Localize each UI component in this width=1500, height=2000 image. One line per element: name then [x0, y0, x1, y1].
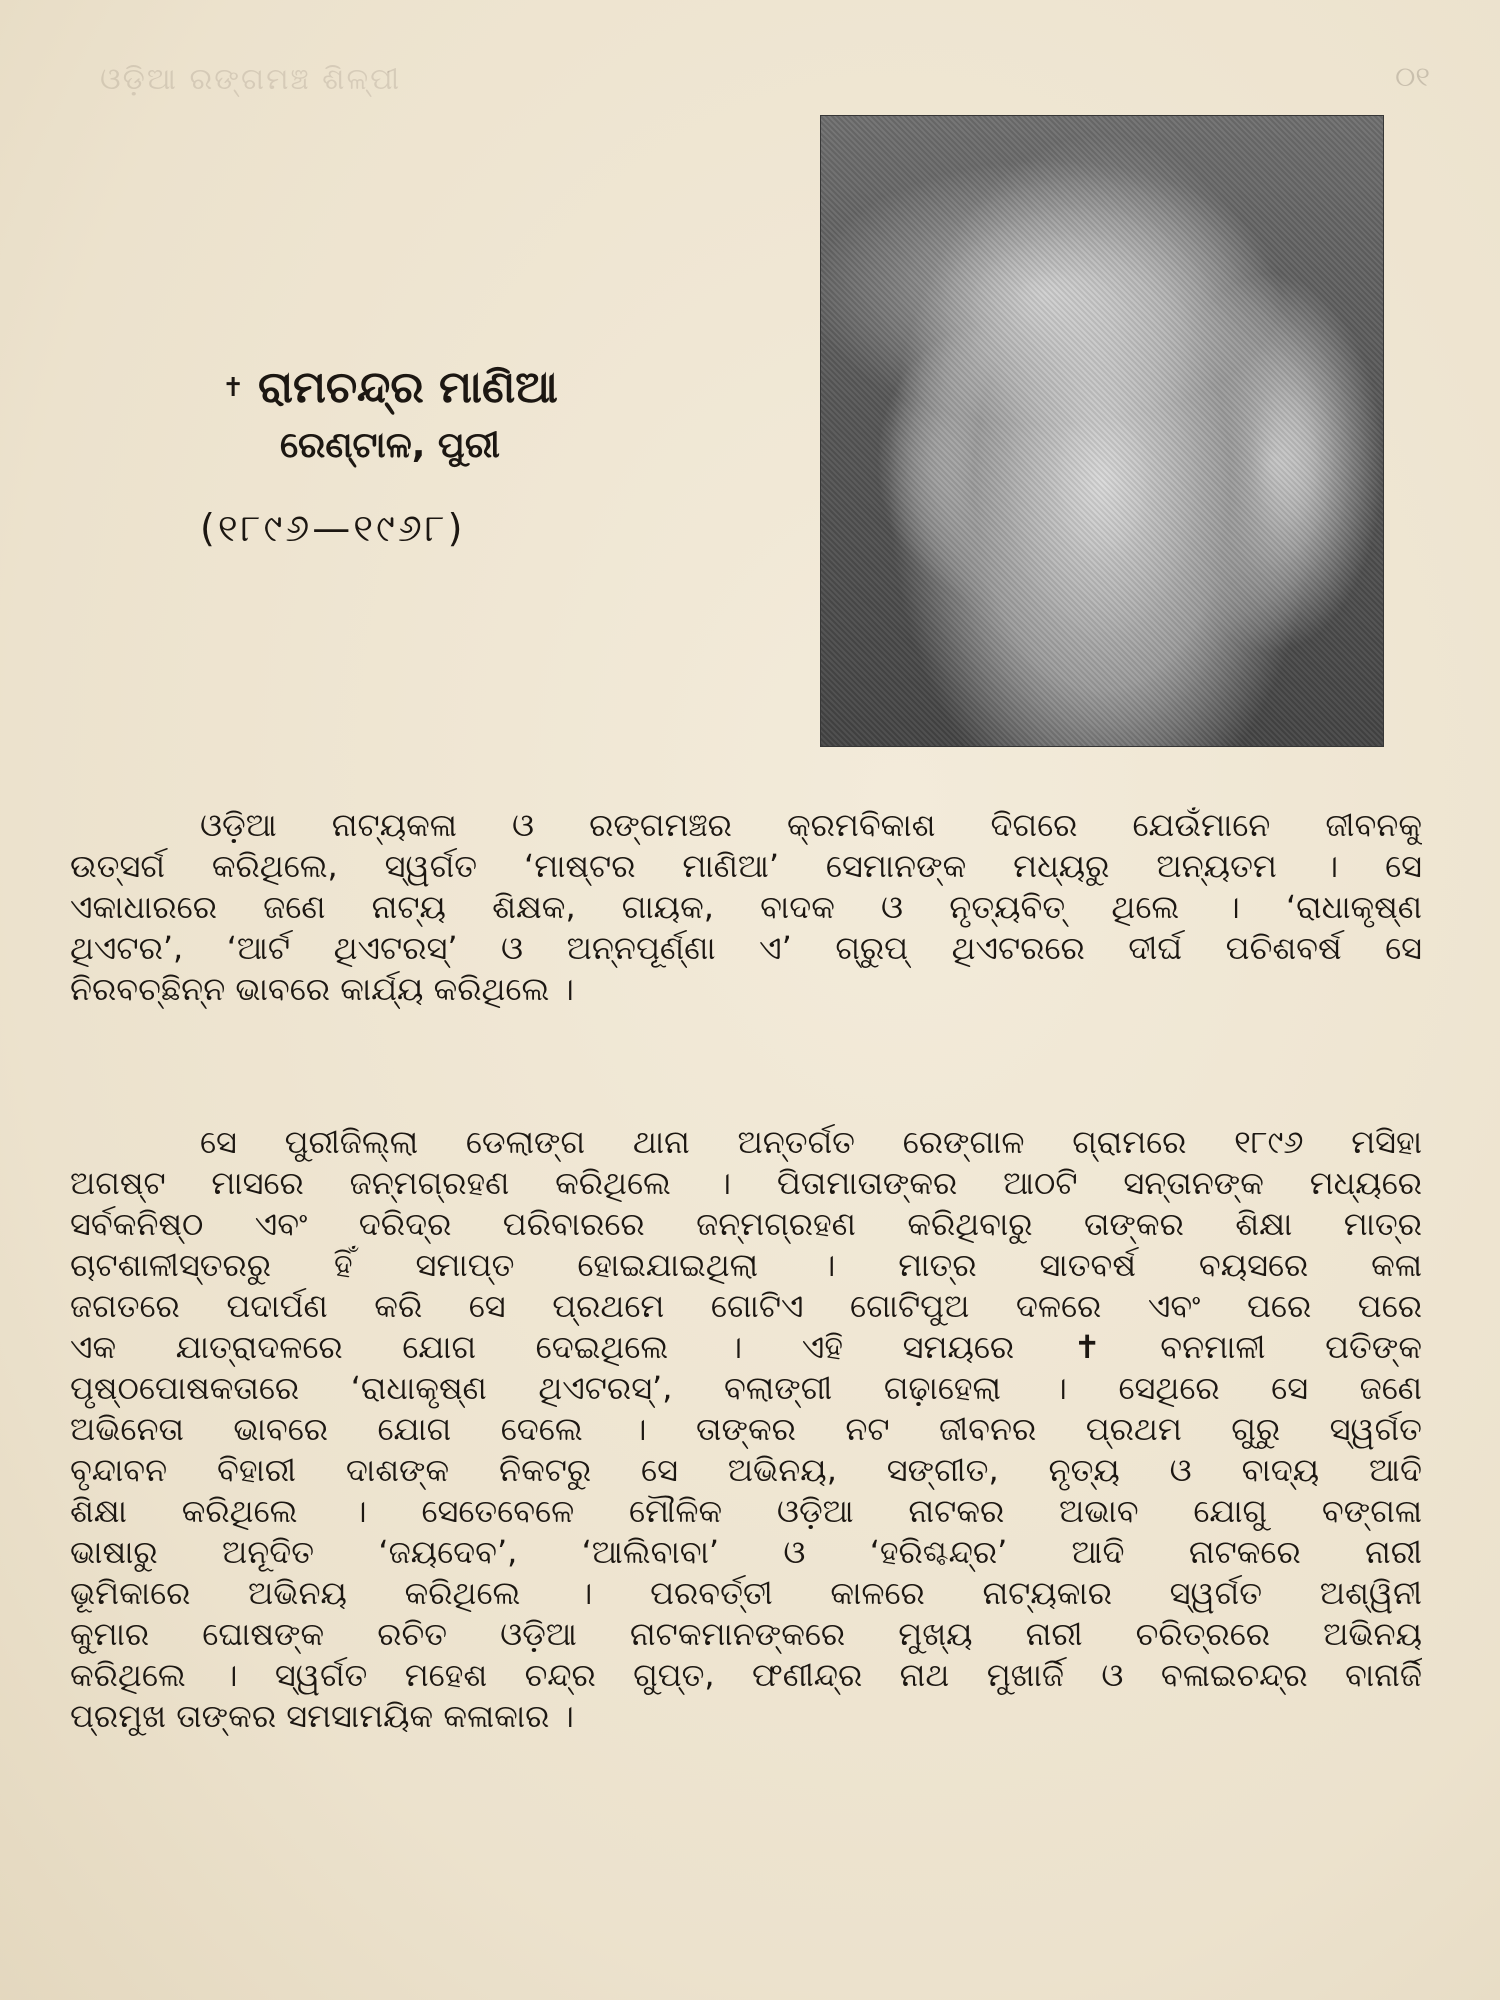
paragraph-line: ଉତ୍ସର୍ଗ କରିଥିଲେ, ସ୍ୱର୍ଗତ ‘ମାଷ୍ଟର ମାଣିଆ’ ସେମାନଙ୍କ ମଧ୍ୟରୁ ଅନ୍ୟତମ । ସେ — [70, 847, 1422, 885]
bleed-through-header: ଓଡ଼ିଆ ରଙ୍ଗମଞ୍ଚ ଶିଳ୍ପୀ — [100, 62, 402, 97]
paragraph-line: ଭୂମିକାରେ ଅଭିନୟ କରିଥିଲେ । ପରବର୍ତ୍ତୀ କାଳରେ ନାଟ୍ୟକାର ସ୍ୱର୍ଗତ ଅଶ୍ୱିନୀ — [70, 1574, 1422, 1612]
person-name: ରାମଚନ୍ଦ୍ର ମାଣିଆ — [257, 362, 558, 413]
paragraph-line: ସେ ପୁରୀଜିଲ୍ଲା ଡେଲାଙ୍ଗ ଥାନା ଅନ୍ତର୍ଗତ ରେଙ୍ଗାଳ ଗ୍ରାମରେ ୧୮୯୬ ମସିହା — [200, 1123, 1422, 1161]
title-block — [180, 360, 600, 556]
cross-icon: ✝ — [222, 373, 244, 403]
paragraph-line: କରିଥିଲେ । ସ୍ୱର୍ଗତ ମହେଶ ଚନ୍ଦ୍ର ଗୁପ୍ତ, ଫଣୀନ୍ଦ୍ର ନାଥ ମୁଖାର୍ଜି ଓ ବଳାଇଚନ୍ଦ୍ର ବାନାର୍ଜି — [70, 1656, 1422, 1694]
paragraph-line: ପ୍ରମୁଖ ତାଙ୍କର ସମସାମୟିକ କଳାକାର । — [70, 1697, 574, 1735]
life-years: (୧୮୯୬—୧୯୬୮) — [200, 506, 466, 550]
paragraph-line: କୁମାର ଘୋଷଙ୍କ ରଚିତ ଓଡ଼ିଆ ନାଟକମାନଙ୍କରେ ମୁଖ୍ୟ ନାରୀ ଚରିତ୍ରରେ ଅଭିନୟ — [70, 1615, 1422, 1653]
paragraph-line: ଏକାଧାରରେ ଜଣେ ନାଟ୍ୟ ଶିକ୍ଷକ, ଗାୟକ, ବାଦକ ଓ ନୃତ୍ୟବିତ୍ ଥିଲେ । ‘ରାଧାକୃଷ୍ଣ — [70, 888, 1422, 926]
paragraph-line: ଜଗତରେ ପଦାର୍ପଣ କରି ସେ ପ୍ରଥମେ ଗୋଟିଏ ଗୋଟିପୁଅ ଦଳରେ ଏବଂ ପରେ ପରେ — [70, 1287, 1422, 1325]
paragraph-line: ଥିଏଟର’, ‘ଆର୍ଟ ଥିଏଟରସ୍’ ଓ ଅନ୍ନପୂର୍ଣ୍ଣା ଏ’ ଗ୍ରୁପ୍ ଥିଏଟରରେ ଦୀର୍ଘ ପଚିଶବର୍ଷ ସେ — [70, 929, 1422, 967]
person-name-heading — [180, 360, 600, 416]
paragraph-line: ସର୍ବକନିଷ୍ଠ ଏବଂ ଦରିଦ୍ର ପରିବାରରେ ଜନ୍ମଗ୍ରହଣ କରିଥିବାରୁ ତାଙ୍କର ଶିକ୍ଷା ମାତ୍ର — [70, 1205, 1422, 1243]
paragraph-1 — [70, 805, 1422, 1010]
paragraph-line: ଏକ ଯାତ୍ରାଦଳରେ ଯୋଗ ଦେଇଥିଲେ । ଏହି ସମୟରେ ✝ ବନମାଳୀ ପତିଙ୍କ — [70, 1328, 1422, 1366]
paragraph-line: ନିରବଚ୍ଛିନ୍ନ ଭାବରେ କାର୍ଯ୍ୟ କରିଥିଲେ । — [70, 970, 574, 1008]
paragraph-line: ଚାଟଶାଳୀସ୍ତରରୁ ହିଁ ସମାପ୍ତ ହୋଇଯାଇଥିଲା । ମାତ୍ର ସାତବର୍ଷ ବୟସରେ କଳା — [70, 1246, 1422, 1284]
paragraph-2 — [70, 1122, 1422, 1737]
birthplace: ରେଣ୍ଟାଳ, ପୁରୀ — [280, 425, 500, 466]
paragraph-line: ଭାଷାରୁ ଅନୂଦିତ ‘ଜୟଦେବ’, ‘ଆଲିବାବା’ ଓ ‘ହରିଶ୍ଚନ୍ଦ୍ର’ ଆଦି ନାଟକରେ ନାରୀ — [70, 1533, 1422, 1571]
portrait-photo — [820, 115, 1384, 747]
paragraph-line: ଶିକ୍ଷା କରିଥିଲେ । ସେତେବେଳେ ମୌଳିକ ଓଡ଼ିଆ ନାଟକର ଅଭାବ ଯୋଗୁ ବଙ୍ଗଳା — [70, 1492, 1422, 1530]
paragraph-line: ଅଭିନେତା ଭାବରେ ଯୋଗ ଦେଲେ । ତାଙ୍କର ନଟ ଜୀବନର ପ୍ରଥମ ଗୁରୁ ସ୍ୱର୍ଗତ — [70, 1410, 1422, 1448]
paragraph-line: ବୃନ୍ଦାବନ ବିହାରୀ ଦାଶଙ୍କ ନିକଟରୁ ସେ ଅଭିନୟ, ସଙ୍ଗୀତ, ନୃତ୍ୟ ଓ ବାଦ୍ୟ ଆଦି — [70, 1451, 1422, 1489]
page-number: ୦୧ — [1395, 60, 1430, 93]
paragraph-line: ଅଗଷ୍ଟ ମାସରେ ଜନ୍ମଗ୍ରହଣ କରିଥିଲେ । ପିତାମାତାଙ୍କର ଆଠଟି ସନ୍ତାନଙ୍କ ମଧ୍ୟରେ — [70, 1164, 1422, 1202]
paragraph-line: ପୃଷ୍ଠପୋଷକତାରେ ‘ରାଧାକୃଷ୍ଣ ଥିଏଟରସ୍’, ବଲାଙ୍ଗୀ ଗଢ଼ାହେଲା । ସେଥିରେ ସେ ଜଣେ — [70, 1369, 1422, 1407]
paragraph-line: ଓଡ଼ିଆ ନାଟ୍ୟକଳା ଓ ରଙ୍ଗମଞ୍ଚର କ୍ରମବିକାଶ ଦିଗରେ ଯେଉଁମାନେ ଜୀବନକୁ — [200, 806, 1422, 844]
